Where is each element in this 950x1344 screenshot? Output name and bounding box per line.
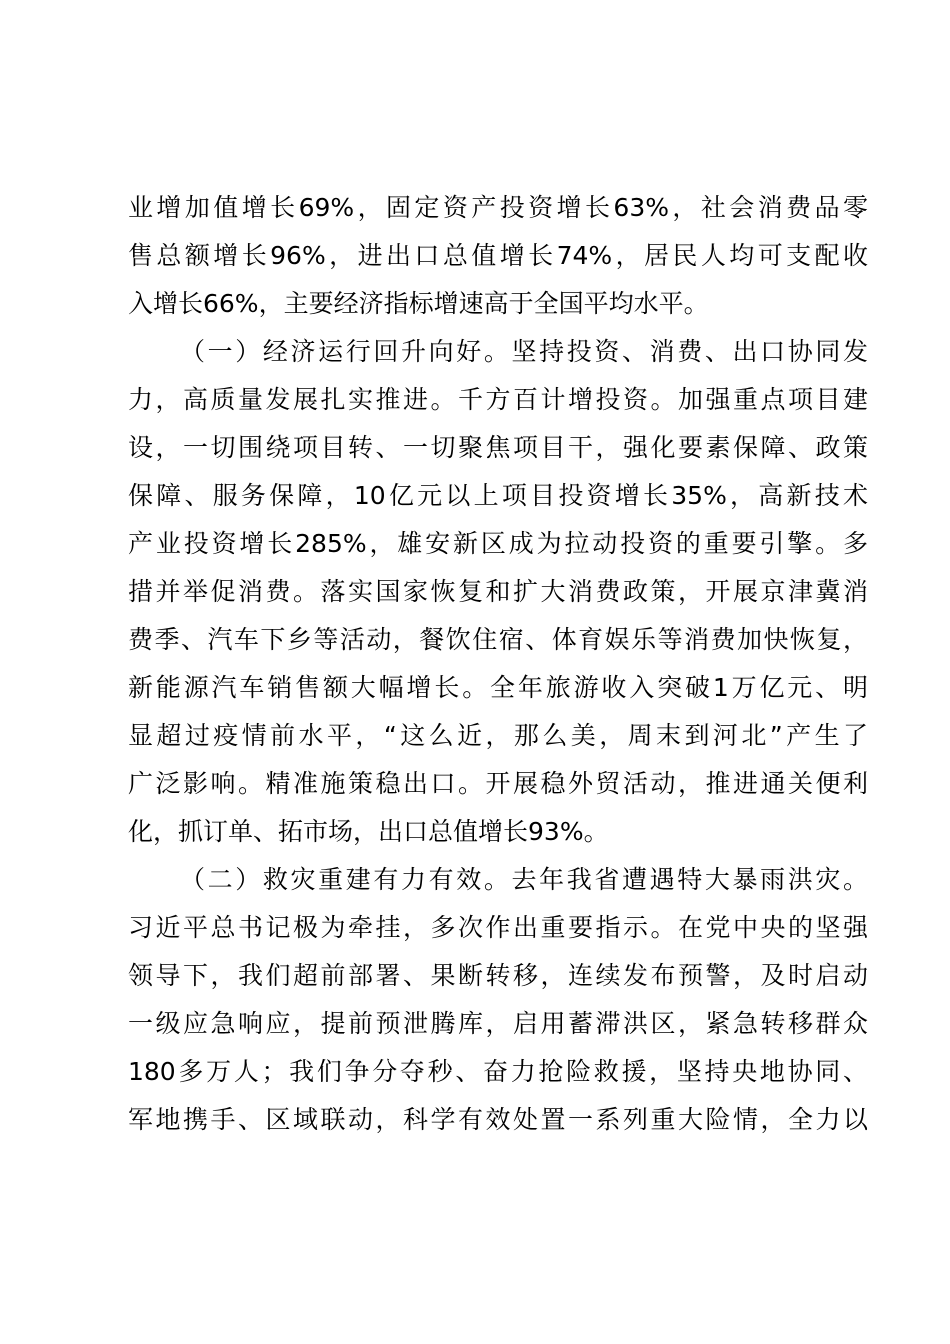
text-line-11: 新能源汽车销售额大幅增长。全年旅游收入突破1万亿元、明 — [128, 673, 868, 702]
text-line-15: （二）救灾重建有力有效。去年我省遭遇特大暴雨洪灾。 — [180, 865, 868, 894]
text-line-10: 费季、汽车下乡等活动，餐饮住宿、体育娱乐等消费加快恢复， — [128, 625, 868, 654]
text-line-7: 保障、服务保障，10亿元以上项目投资增长35%，高新技术 — [128, 481, 868, 510]
text-line-17: 领导下，我们超前部署、果断转移，连续发布预警，及时启动 — [128, 961, 868, 990]
text-line-3: 入增长66%，主要经济指标增速高于全国平均水平。 — [128, 289, 709, 318]
text-line-16: 习近平总书记极为牵挂，多次作出重要指示。在党中央的坚强 — [128, 913, 868, 942]
text-line-14: 化，抓订单、拓市场，出口总值增长93%。 — [128, 817, 609, 846]
text-line-5: 力，高质量发展扎实推进。千方百计增投资。加强重点项目建 — [128, 385, 868, 414]
text-line-6: 设，一切围绕项目转、一切聚焦项目干，强化要素保障、政策 — [128, 433, 868, 462]
text-line-13: 广泛影响。精准施策稳出口。开展稳外贸活动，推进通关便利 — [128, 769, 868, 798]
text-line-12: 显超过疫情前水平，“这么近，那么美，周末到河北”产生了 — [128, 721, 868, 750]
text-line-20: 军地携手、区域联动，科学有效处置一系列重大险情，全力以 — [128, 1105, 868, 1134]
text-line-1: 业增加值增长69%，固定资产投资增长63%，社会消费品零 — [128, 193, 868, 222]
text-line-8: 产业投资增长285%，雄安新区成为拉动投资的重要引擎。多 — [128, 529, 868, 558]
text-line-19: 180多万人；我们争分夺秒、奋力抢险救援，坚持央地协同、 — [128, 1057, 868, 1086]
text-line-2: 售总额增长96%，进出口总值增长74%，居民人均可支配收 — [128, 241, 868, 270]
text-line-9: 措并举促消费。落实国家恢复和扩大消费政策，开展京津冀消 — [128, 577, 868, 606]
text-line-18: 一级应急响应，提前预泄腾库，启用蓄滞洪区，紧急转移群众 — [128, 1009, 868, 1038]
text-line-4: （一）经济运行回升向好。坚持投资、消费、出口协同发 — [180, 337, 868, 366]
